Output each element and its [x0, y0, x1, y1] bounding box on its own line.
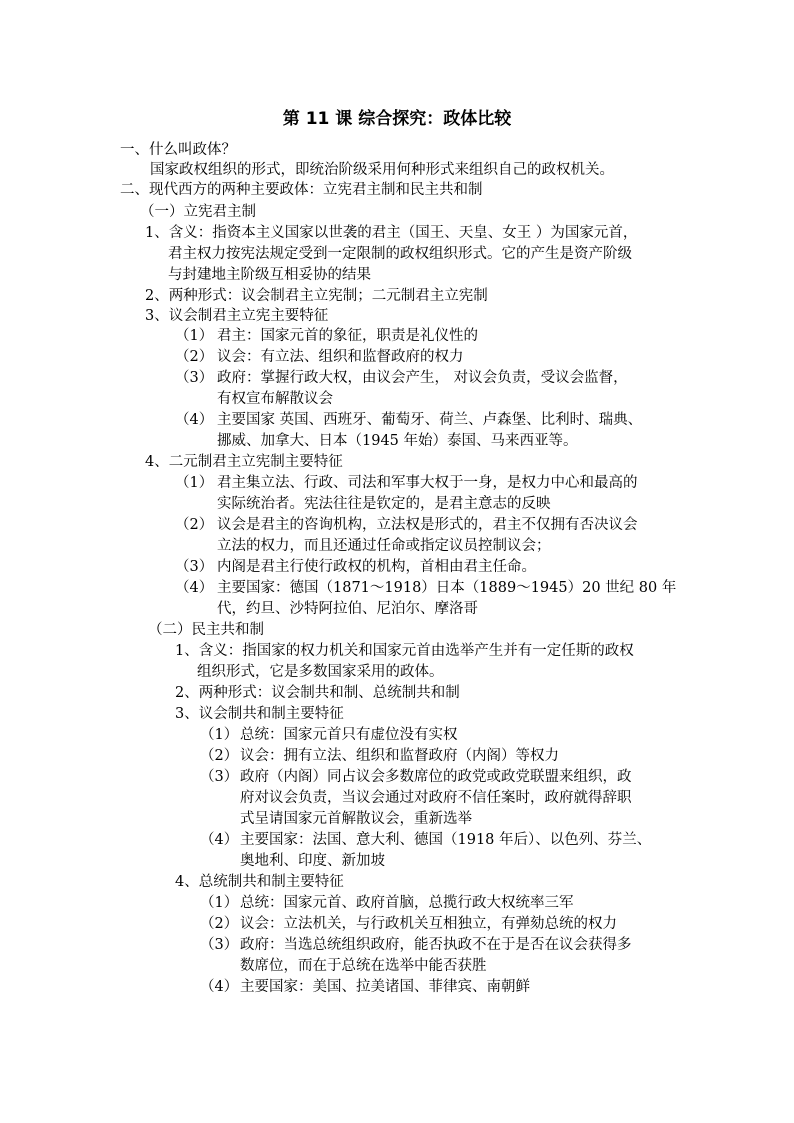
section-1-body: 国家政权组织的形式，即统治阶级采用何种形式来组织自己的政权机关。: [150, 162, 614, 178]
b-p3-item-4-text-line-2: 奥地利、印度、新加坡: [240, 853, 385, 869]
a-p3-item-3-text-line-2: 有权宣布解散议会: [217, 391, 333, 407]
a-p4-heading: 4、二元制君主立宪制主要特征: [145, 454, 343, 470]
a-p3-item-4-text-line-1: 主要国家 英国、西班牙、葡萄牙、荷兰、卢森堡、比利时、瑞典、: [217, 412, 643, 428]
b-p4-item-1-text: 总统：国家元首、政府首脑，总揽行政大权统率三军: [240, 895, 574, 911]
b-p4-item-3-text-line-1: 政府：当选总统组织政府，能否执政不在于是否在议会获得多: [240, 937, 632, 953]
b-p4-heading: 4、总统制共和制主要特征: [175, 874, 344, 890]
b-p3-item-1-text: 总统：国家元首只有虚位没有实权: [240, 727, 458, 743]
a-definition-line-1: 1、含义：指资本主义国家以世袭的君主（国王、天皇、女王 ）为国家元首，: [145, 225, 638, 241]
b-forms: 2、两种形式：议会制共和制、总统制共和制: [175, 685, 460, 701]
a-p3-item-3-number: （3）: [175, 370, 214, 386]
a-p4-item-1-number: （1）: [175, 475, 214, 491]
b-p4-item-4-number: （4）: [200, 979, 239, 995]
a-p4-item-2-text-line-1: 议会是君主的咨询机构，立法权是形式的，君主不仅拥有否决议会: [217, 517, 638, 533]
a-p4-item-4-text-line-2: 代，约旦、沙特阿拉伯、尼泊尔、摩洛哥: [217, 601, 478, 617]
b-definition-line-1: 1、含义：指国家的权力机关和国家元首由选举产生并有一定任斯的政权: [175, 643, 634, 659]
a-p3-item-4-text-line-2: 挪威、加拿大、日本（1945 年始）泰国、马来西亚等。: [217, 433, 578, 449]
b-p3-item-4-text-line-1: 主要国家：法国、意大利、德国（1918 年后）、以色列、芬兰、: [240, 832, 652, 848]
b-p3-item-3-text-line-1: 政府（内阁）同占议会多数席位的政党或政党联盟来组织，政: [240, 769, 632, 785]
b-p4-item-3-number: （3）: [200, 937, 239, 953]
a-p4-item-1-text-line-1: 君主集立法、行政、司法和军事大权于一身，是权力中心和最高的: [217, 475, 638, 491]
b-p3-item-3-text-line-3: 式呈请国家元首解散议会，重新选举: [240, 811, 472, 827]
a-p3-item-3-text-line-1: 政府：掌握行政大权，由议会产生， 对议会负责，受议会监督，: [217, 370, 628, 386]
subsection-a-heading: （一）立宪君主制: [140, 204, 256, 220]
a-p3-item-1-text: 君主：国家元首的象征，职责是礼仪性的: [217, 328, 478, 344]
section-1-heading: 一、什么叫政体？: [120, 142, 236, 158]
b-p4-item-3-text-line-2: 数席位，而在于总统在选举中能否获胜: [240, 958, 487, 974]
a-p4-item-4-text-line-1: 主要国家：德国（1871～1918）日本（1889～1945）20 世纪 80 年: [217, 580, 677, 596]
a-p3-heading: 3、议会制君主立宪主要特征: [145, 308, 329, 324]
b-p4-item-2-text: 议会：立法机关，与行政机关互相独立，有弹劾总统的权力: [240, 916, 617, 932]
b-p3-heading: 3、议会制共和制主要特征: [175, 706, 344, 722]
b-definition-line-2: 组织形式，它是多数国家采用的政体。: [197, 664, 444, 680]
a-p4-item-2-text-line-2: 立法的权力，而且还通过任命或指定议员控制议会；: [217, 538, 551, 554]
a-p3-item-2-number: （2）: [175, 349, 214, 365]
b-p3-item-2-number: （2）: [200, 748, 239, 764]
b-p3-item-2-text: 议会：拥有立法、组织和监督政府（内阁）等权力: [240, 748, 559, 764]
page-title: 第 11 课 综合探究：政体比较: [282, 109, 512, 129]
a-forms: 2、两种形式：议会制君主立宪制；二元制君主立宪制: [145, 288, 488, 304]
b-p4-item-2-number: （2）: [200, 916, 239, 932]
a-p3-item-2-text: 议会：有立法、组织和监督政府的权力: [217, 349, 464, 365]
section-2-heading: 二、现代西方的两种主要政体：立宪君主制和民主共和制: [120, 182, 483, 198]
a-p3-item-4-number: （4）: [175, 412, 214, 428]
a-definition-line-3: 与封建地主阶级互相妥协的结果: [168, 267, 371, 283]
a-definition-line-2: 君主权力按宪法规定受到一定限制的政权组织形式。它的产生是资产阶级: [168, 246, 632, 262]
b-p3-item-1-number: （1）: [200, 727, 239, 743]
a-p3-item-1-number: （1）: [175, 328, 214, 344]
subsection-b-heading: （二）民主共和制: [148, 622, 264, 638]
b-p3-item-3-number: （3）: [200, 769, 239, 785]
b-p4-item-1-number: （1）: [200, 895, 239, 911]
b-p3-item-4-number: （4）: [200, 832, 239, 848]
a-p4-item-3-number: （3）: [175, 559, 214, 575]
a-p4-item-1-text-line-2: 实际统治者。宪法往往是钦定的，是君主意志的反映: [217, 496, 551, 512]
a-p4-item-3-text: 内阁是君主行使行政权的机构，首相由君主任命。: [217, 559, 536, 575]
b-p3-item-3-text-line-2: 府对议会负责，当议会通过对政府不信任案时，政府就得辞职: [240, 790, 632, 806]
a-p4-item-4-number: （4）: [175, 580, 214, 596]
a-p4-item-2-number: （2）: [175, 517, 214, 533]
b-p4-item-4-text: 主要国家：美国、拉美诸国、菲律宾、南朝鲜: [240, 979, 530, 995]
